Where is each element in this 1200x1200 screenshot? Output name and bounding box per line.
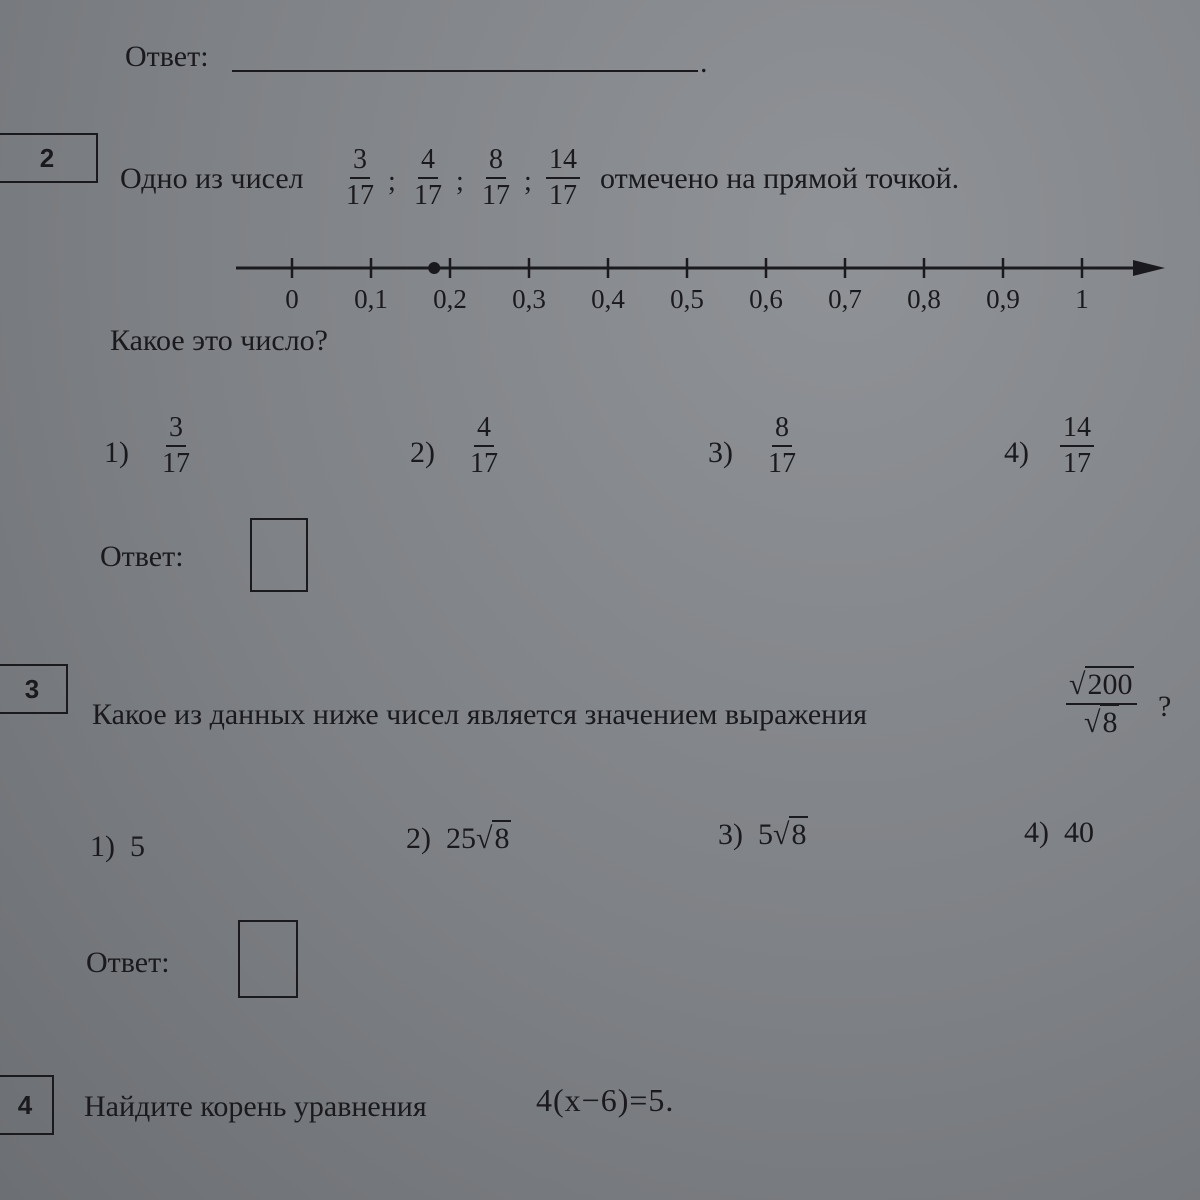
sqrt-icon: √ <box>1069 668 1086 701</box>
sqrt-icon: √ <box>476 822 493 855</box>
marked-point <box>428 262 440 274</box>
question-mark: ? <box>1158 690 1172 723</box>
fraction-separator: ; <box>456 166 464 197</box>
number-line-tick-label: 0,1 <box>354 284 388 314</box>
answer-label: Ответ: <box>100 540 184 573</box>
number-line-tick-label: 0,3 <box>512 284 546 314</box>
sqrt-icon: √ <box>773 818 790 851</box>
fraction: $\frac{14}{17}$ <box>546 146 580 210</box>
option-fraction[interactable]: $\frac{3}{17}$ <box>162 412 190 479</box>
option-3-2[interactable]: 2) 25√8 <box>406 822 510 855</box>
question-number-box <box>0 133 98 183</box>
prev-answer-end: . <box>700 46 708 79</box>
question-number: 2 <box>39 142 55 173</box>
prev-answer-label: Ответ: <box>125 40 209 73</box>
question-number: 4 <box>17 1089 33 1120</box>
number-line-tick-label: 0,9 <box>986 284 1020 314</box>
number-line <box>230 250 1170 320</box>
question-text-before: Одно из чисел <box>120 162 304 195</box>
question-prompt: Какое это число? <box>110 324 328 357</box>
answer-box[interactable] <box>238 920 298 998</box>
option-label: 1) <box>104 436 129 469</box>
option-3-3[interactable]: 3) 5√8 <box>718 818 807 851</box>
option-label: 4) <box>1004 436 1029 469</box>
number-line-tick-label: 0,8 <box>907 284 941 314</box>
question-number-box <box>0 664 68 714</box>
number-line-tick-label: 1 <box>1075 284 1089 314</box>
answer-box[interactable] <box>250 518 308 592</box>
option-label: 2) <box>410 436 435 469</box>
option-label: 3) <box>708 436 733 469</box>
option-fraction[interactable]: $\frac{8}{17}$ <box>768 412 796 479</box>
option-3-4[interactable]: 4) 40 <box>1024 816 1094 849</box>
answer-label: Ответ: <box>86 946 170 979</box>
fraction-separator: ; <box>388 166 396 197</box>
equation: 4(x−6)=5. <box>536 1082 675 1118</box>
sqrt-icon: √ <box>1084 706 1101 739</box>
number-line-tick-label: 0 <box>285 284 299 314</box>
number-line-tick-label: 0,7 <box>828 284 862 314</box>
fraction: $\frac{3}{17}$ <box>346 144 374 211</box>
fraction-separator: ; <box>524 166 532 197</box>
number-line-tick-label: 0,2 <box>433 284 467 314</box>
option-fraction[interactable]: $\frac{4}{17}$ <box>470 412 498 479</box>
fraction: $\frac{8}{17}$ <box>482 144 510 211</box>
number-line-tick-label: 0,4 <box>591 284 625 314</box>
question-number: 3 <box>24 673 40 704</box>
prev-answer-line[interactable] <box>232 70 698 72</box>
expression-fraction: $\frac{√200}{√8}$ <box>1066 670 1137 738</box>
question-text-after: отмечено на прямой точкой. <box>600 162 960 195</box>
question-text: Найдите корень уравнения <box>84 1090 427 1123</box>
option-fraction[interactable]: $\frac{14}{17}$ <box>1060 414 1094 478</box>
number-line-tick-label: 0,5 <box>670 284 704 314</box>
fraction: $\frac{4}{17}$ <box>414 144 442 211</box>
number-line-arrow <box>1133 260 1165 276</box>
option-3-1[interactable]: 1) 5 <box>90 830 145 863</box>
question-text: Какое из данных ниже чисел является значением выражения <box>92 698 868 731</box>
question-number-box <box>0 1075 54 1135</box>
number-line-tick-label: 0,6 <box>749 284 783 314</box>
